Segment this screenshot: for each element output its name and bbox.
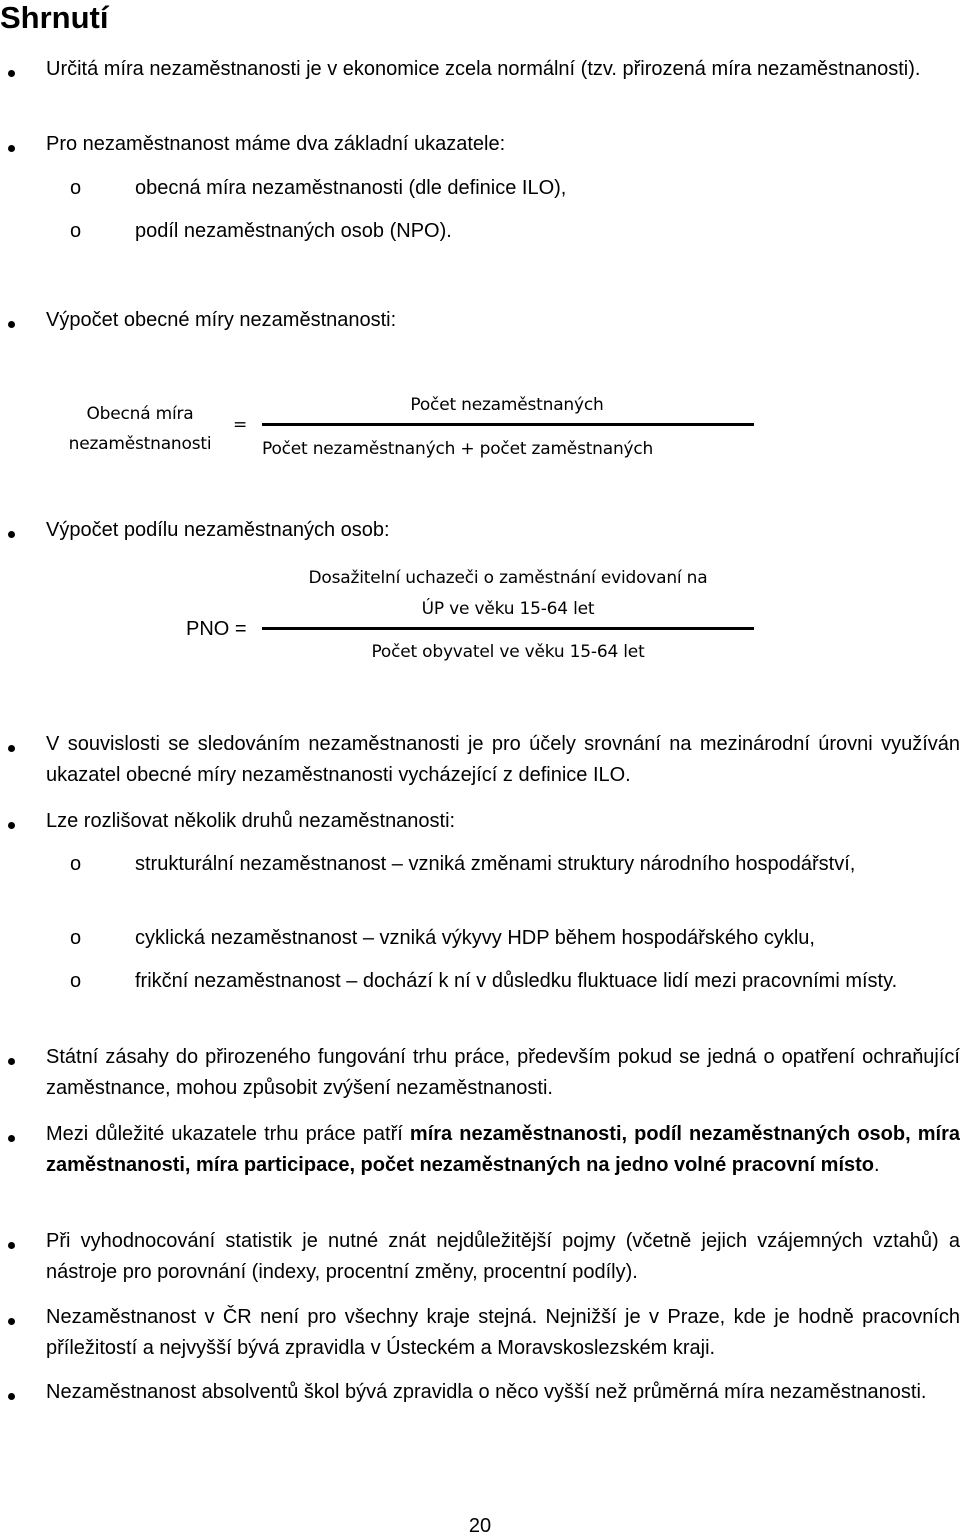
bullet-dot xyxy=(8,822,15,829)
key-indicators-prefix: Mezi důležité ukazatele trhu práce patří xyxy=(46,1123,410,1145)
bullet-dot xyxy=(8,531,15,538)
paragraph-two-indicators: Pro nezaměstnanost máme dva základní ukazatele: xyxy=(46,133,506,155)
paragraph-key-indicators xyxy=(46,1119,960,1181)
formula1-denominator: Počet nezaměstnaných + počet zaměstnaných xyxy=(262,439,654,459)
sub-bullet-marker: o xyxy=(70,927,82,949)
paragraph-regions: Nezaměstnanost v ČR není pro všechny kraje stejná. Nejnižší je v Praze, kde je hodně pracovních příležitostí a nejvyšší bývá zpravidla v Ústeckém a Moravskoslezském kraji. xyxy=(46,1306,960,1359)
formula2-lhs: PNO = xyxy=(186,618,247,640)
sub-bullet-marker: o xyxy=(70,970,82,992)
bullet-dot xyxy=(8,70,15,77)
formula1-fraction-line xyxy=(262,423,754,426)
sub-item-cyclical: cyklická nezaměstnanost – vzniká výkyvy HDP během hospodářského cyklu, xyxy=(135,927,815,949)
paragraph-types: Lze rozlišovat několik druhů nezaměstnanosti: xyxy=(46,810,456,832)
sub-item-structural: strukturální nezaměstnanost – vzniká změnami struktury národního hospodářství, xyxy=(135,853,856,875)
page-title: Shrnutí xyxy=(0,0,109,35)
bullet-dot xyxy=(8,1058,15,1065)
sub-item-share-unemployed: podíl nezaměstnaných osob (NPO). xyxy=(135,220,452,242)
sub-bullet-marker: o xyxy=(70,177,82,199)
bullet-dot xyxy=(8,745,15,752)
formula2-fraction-line xyxy=(262,627,754,630)
formula1-lhs-line1: Obecná míra xyxy=(86,404,194,424)
sub-bullet-marker: o xyxy=(70,220,82,242)
bullet-dot xyxy=(8,1318,15,1325)
formula2-numerator-line1: Dosažitelní uchazeči o zaměstnání evidovaní na xyxy=(308,568,708,588)
bullet-dot xyxy=(8,321,15,328)
bullet-dot xyxy=(8,1393,15,1400)
paragraph-ilo-definition: V souvislosti se sledováním nezaměstnanosti je pro účely srovnání na mezinárodní úrovni využíván ukazatel obecné míry nezaměstnanosti vycházející z definice ILO. xyxy=(46,733,960,786)
formula2-numerator-line2: ÚP ve věku 15-64 let xyxy=(421,599,595,619)
formula1-lhs-line2: nezaměstnanosti xyxy=(68,434,212,454)
paragraph-graduates: Nezaměstnanost absolventů škol bývá zpravidla o něco vyšší než průměrná míra nezaměstnanosti. xyxy=(46,1381,927,1403)
paragraph-share-calc: Výpočet podílu nezaměstnaných osob: xyxy=(46,519,390,541)
formula1-numerator: Počet nezaměstnaných xyxy=(410,395,604,415)
paragraph-general-rate-calc: Výpočet obecné míry nezaměstnanosti: xyxy=(46,309,397,331)
key-indicators-suffix: . xyxy=(874,1154,880,1176)
formula1-equals: = xyxy=(233,415,248,435)
paragraph-statistics: Při vyhodnocování statistik je nutné znát nejdůležitější pojmy (včetně jejich vzájemných vztahů) a nástroje pro porovnání (indexy, procentní změny, procentní podíly). xyxy=(46,1230,960,1283)
page-number: 20 xyxy=(468,1515,492,1537)
bullet-dot xyxy=(8,145,15,152)
sub-item-frictional: frikční nezaměstnanost – dochází k ní v důsledku fluktuace lidí mezi pracovními místy. xyxy=(135,970,898,992)
paragraph-natural-rate: Určitá míra nezaměstnanosti je v ekonomice zcela normální (tzv. přirozená míra nezaměstnanosti). xyxy=(46,58,921,80)
sub-bullet-marker: o xyxy=(70,853,82,875)
bullet-dot xyxy=(8,1242,15,1249)
bullet-dot xyxy=(8,1135,15,1142)
key-indicators-list: míra nezaměstnanosti, podíl nezaměstnaných osob, míra zaměstnanosti, míra participace, počet nezaměstnaných na jedno volné pracovní místo xyxy=(46,1123,960,1176)
formula2-denominator: Počet obyvatel ve věku 15-64 let xyxy=(371,642,645,662)
paragraph-state-interventions: Státní zásahy do přirozeného fungování trhu práce, především pokud se jedná o opatření ochraňující zaměstnance, mohou způsobit zvýšení nezaměstnanosti. xyxy=(46,1046,960,1099)
sub-item-general-rate: obecná míra nezaměstnanosti (dle definice ILO), xyxy=(135,177,567,199)
